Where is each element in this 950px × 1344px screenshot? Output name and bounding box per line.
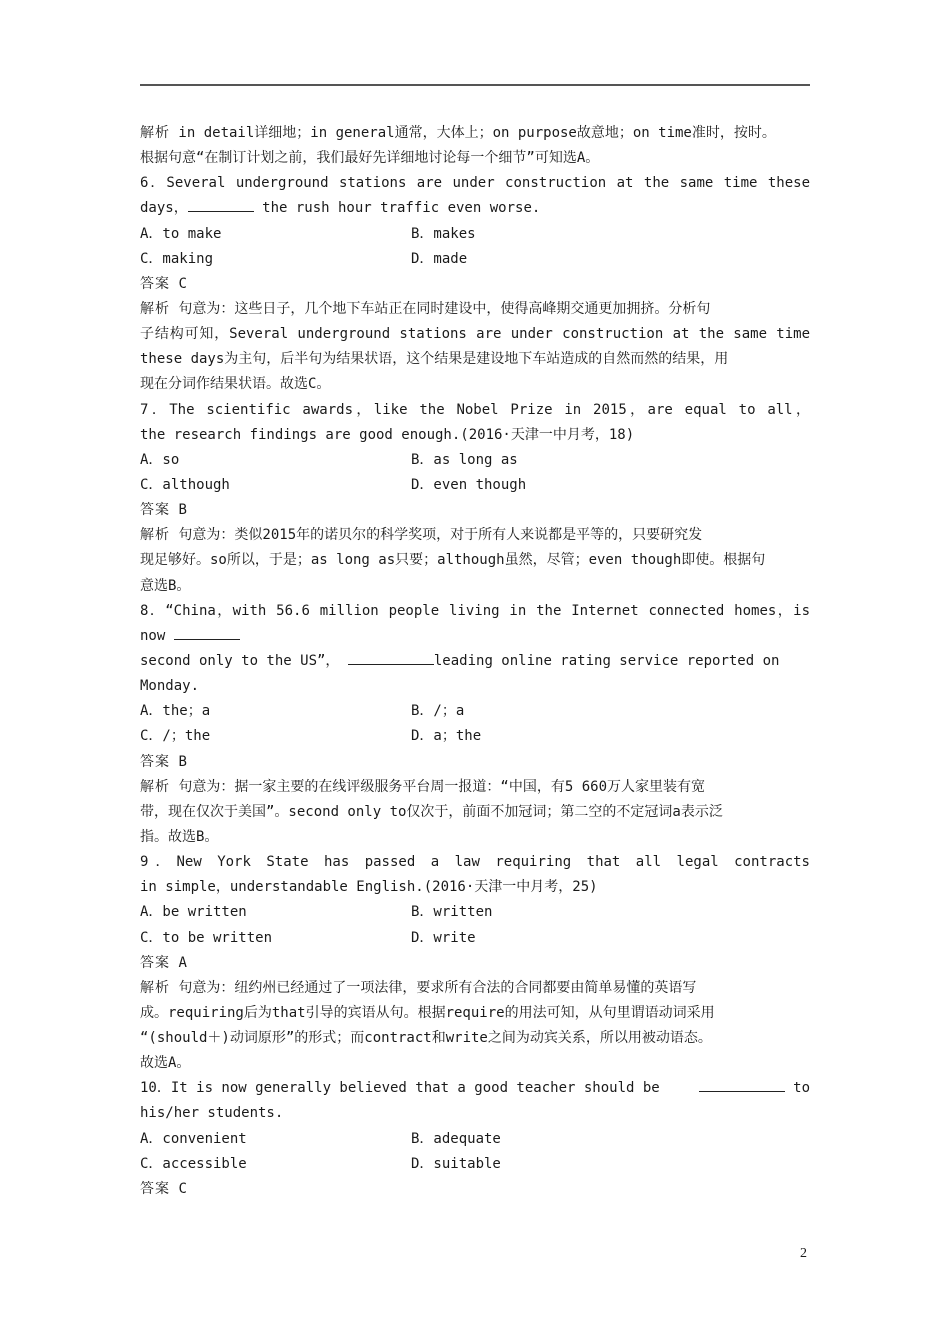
answer-line: 答案 C <box>140 275 187 292</box>
options-row <box>140 900 810 925</box>
question-stem: second only to the US”， leading online rating service reported on <box>140 649 810 674</box>
options-row <box>140 926 810 951</box>
question-stem: in simple，understandable English.(2016·天津一中月考，25) <box>140 879 598 896</box>
analysis-line: 指。故选B。 <box>140 828 219 845</box>
analysis-line: 根据句意“在制订计划之前，我们最好先详细地讨论每一个细节”可知选A。 <box>140 150 600 167</box>
option-c: C．to be written <box>140 929 273 946</box>
answer-line: 答案 A <box>140 954 187 971</box>
question-stem: 9．New York State has passed a law requiring that all legal contracts <box>140 854 810 871</box>
answer-value: B <box>178 753 187 770</box>
analysis-line: 解析 句意为：纽约州已经通过了一项法律，要求所有合法的合同都要由简单易懂的英语写 <box>140 979 697 996</box>
options-row <box>140 724 810 749</box>
analysis-line: 现足够好。so所以，于是；as long as只要；although虽然，尽管；even though即使。根据句 <box>140 552 766 569</box>
page-number: 2 <box>800 1246 807 1261</box>
question-stem: 10．It is now generally believed that a good teacher should be to <box>140 1076 810 1101</box>
options-row <box>140 1152 810 1177</box>
analysis-line: 带，现在仅次于美国”。second only to仅次于，前面不加冠词；第二空的不定冠词a表示泛 <box>140 803 723 820</box>
analysis-line: “(should＋)动词原形”的形式；而contract和write之间为动宾关系，所以用被动语态。 <box>140 1030 712 1047</box>
option-b: B．as long as <box>411 451 518 468</box>
question-stem: days， the rush hour traffic even worse. <box>140 196 810 221</box>
analysis-line: 解析 句意为：类似2015年的诺贝尔的科学奖项，对于所有人来说都是平等的，只要研究发 <box>140 527 703 544</box>
answer-blank <box>188 197 254 212</box>
analysis-line: these days为主句，后半句为结果状语，这个结果是建设地下车站造成的自然而然的结果，用 <box>140 351 729 368</box>
option-a: A．be written <box>140 904 247 921</box>
question-stem: 6．Several underground stations are under construction at the same time these <box>140 175 810 192</box>
options-row <box>140 222 810 247</box>
analysis-line: 现在分词作结果状语。故选C。 <box>140 376 331 393</box>
option-c: C．accessible <box>140 1155 247 1172</box>
options-row <box>140 1127 810 1152</box>
answer-blank <box>174 625 240 640</box>
answer-value: A <box>178 954 187 971</box>
analysis-line: 解析 in detail详细地；in general通常，大体上；on purpose故意地；on time准时，按时。 <box>140 125 776 141</box>
analysis-line: 成。requiring后为that引导的宾语从句。根据require的用法可知，从句里谓语动词采用 <box>140 1004 715 1021</box>
option-d: D．even though <box>411 476 527 493</box>
option-d: D．a；the <box>411 728 482 745</box>
question-stem: the research findings are good enough.(2016·天津一中月考，18) <box>140 426 635 443</box>
header-rule <box>140 84 810 86</box>
question-7 <box>140 398 810 599</box>
options-row <box>140 473 810 498</box>
options-row <box>140 448 810 473</box>
option-a: A．to make <box>140 225 222 242</box>
analysis-line: 子结构可知，Several underground stations are under construction at the same time <box>140 326 810 343</box>
question-stem: his/her students. <box>140 1105 284 1122</box>
answer-blank <box>348 650 434 665</box>
option-b: B．makes <box>411 225 476 242</box>
analysis-line: 故选A。 <box>140 1055 191 1072</box>
question-9 <box>140 850 810 1076</box>
question-6 <box>140 171 810 397</box>
answer-value: C <box>178 275 187 292</box>
option-a: A．the；a <box>140 703 211 720</box>
question-8 <box>140 599 810 850</box>
options-row <box>140 699 810 724</box>
question-stem: 8．“China，with 56.6 million people living in the Internet connected homes，is <box>140 602 810 619</box>
question-stem: now <box>140 624 810 649</box>
option-d: D．write <box>411 929 476 946</box>
question-stem: 7．The scientific awards，like the Nobel Prize in 2015，are equal to all， <box>140 401 810 418</box>
answer-line: 答案 B <box>140 753 187 770</box>
option-d: D．suitable <box>411 1155 501 1172</box>
answer-line: 答案 B <box>140 502 187 519</box>
option-c: C．/；the <box>140 728 211 745</box>
answer-value: B <box>178 502 187 519</box>
option-b: B．/；a <box>411 703 465 720</box>
document-body <box>140 121 810 1202</box>
question-stem: Monday. <box>140 678 200 695</box>
option-c: C．although <box>140 476 230 493</box>
analysis-line: 解析 句意为：据一家主要的在线评级服务平台周一报道：“中国，有5 660万人家里装有宽 <box>140 778 705 795</box>
option-b: B．adequate <box>411 1130 501 1147</box>
option-d: D．made <box>411 250 468 267</box>
answer-blank <box>699 1077 785 1092</box>
answer-value: C <box>178 1180 187 1197</box>
answer-line: 答案 C <box>140 1180 187 1197</box>
option-c: C．making <box>140 250 214 267</box>
option-a: A．so <box>140 451 180 468</box>
question-10 <box>140 1076 810 1202</box>
options-row <box>140 247 810 272</box>
option-b: B．written <box>411 904 493 921</box>
analysis-line: 意选B。 <box>140 577 191 594</box>
option-a: A．convenient <box>140 1130 247 1147</box>
analysis-line: 解析 句意为：这些日子，几个地下车站正在同时建设中，使得高峰期交通更加拥挤。分析句 <box>140 300 711 317</box>
